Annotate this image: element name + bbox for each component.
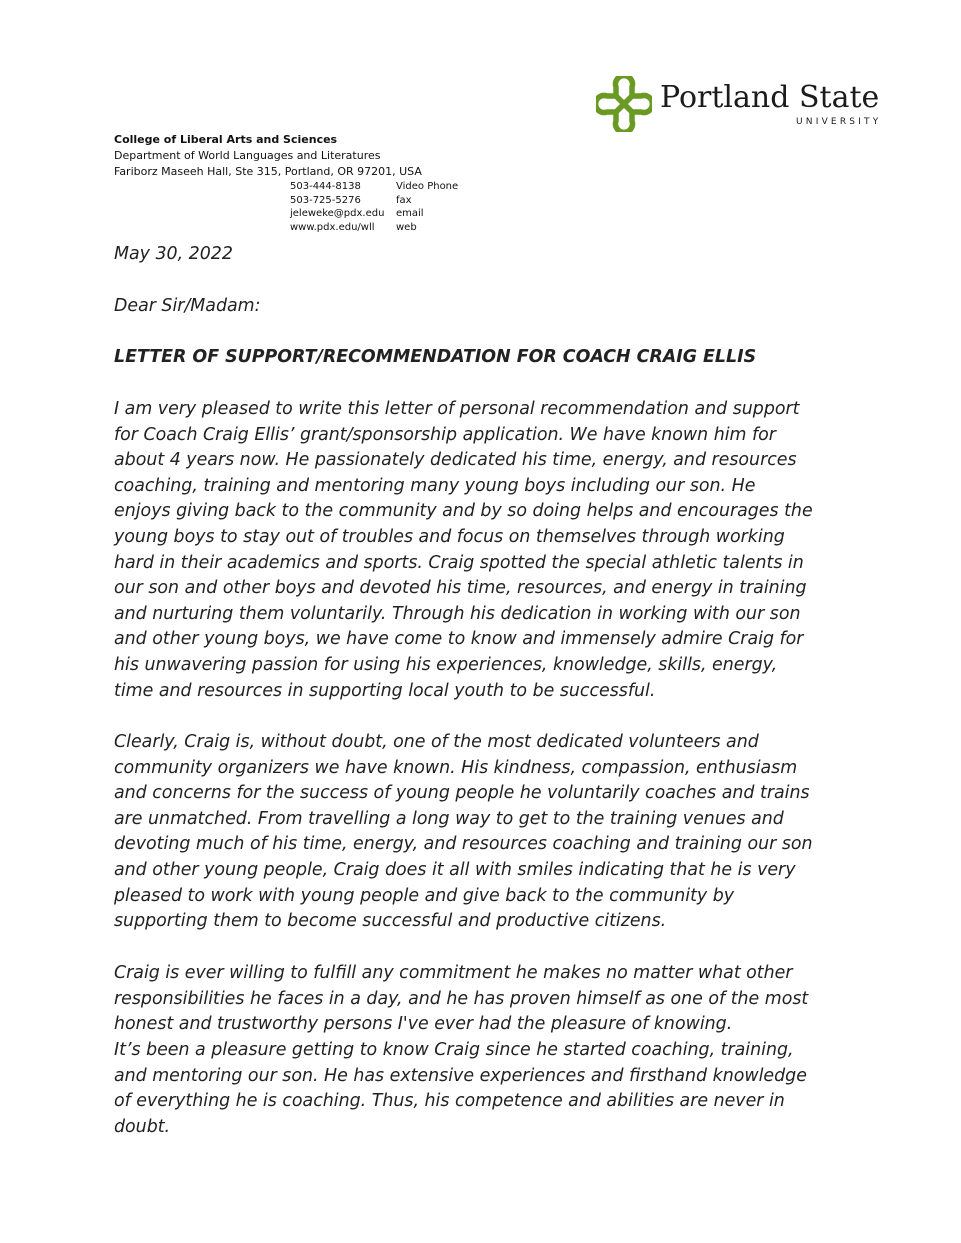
contact-row-fax — [290, 194, 458, 208]
paragraph: Clearly, Craig is, without doubt, one of the most dedicated volunteers and community organizers we have known. His kindness, compassion, enthusiasm and concerns for the success of young people he voluntarily coaches and trains are unmatched. From travelling a long way to get to the training venues and devoting much of his time, energy, and resources coaching and training our son and other young people, Craig does it all with smiles indicating that he is very pleased to work with young people and give back to the community by supporting them to become successful and productive citizens. — [114, 732, 813, 932]
college-name: College of Liberal Arts and Sciences — [114, 133, 338, 146]
contact-type: email — [396, 208, 424, 220]
letter-subject: LETTER OF SUPPORT/RECOMMENDATION FOR COACH CRAIG ELLIS — [114, 347, 757, 367]
letterhead — [114, 132, 422, 180]
contact-value: 503-444-8138 — [290, 181, 361, 192]
address: Fariborz Maseeh Hall, Ste 315, Portland, OR 97201, USA — [114, 165, 422, 178]
contact-value: 503-725-5276 — [290, 194, 361, 206]
logo-subtitle: UNIVERSITY — [796, 117, 882, 127]
contact-list — [290, 180, 458, 234]
contact-row-web — [290, 221, 458, 235]
salutation: Dear Sir/Madam: — [114, 296, 261, 316]
contact-value: www.pdx.edu/wll — [290, 221, 375, 233]
contact-type: fax — [396, 194, 412, 206]
university-logo — [596, 76, 882, 134]
department-name: Department of World Languages and Literatures — [114, 149, 381, 162]
paragraph: It’s been a pleasure getting to know Craig since he started coaching, training, and mentoring our son. He has extensive experiences and firsthand knowledge of everything he is coaching. Thus, his competence and abilities are never in doubt. — [114, 1040, 807, 1137]
letter-date: May 30, 2022 — [114, 244, 233, 264]
contact-value: jeleweke@pdx.edu — [290, 208, 385, 220]
psu-logo-mark-icon — [596, 76, 652, 132]
logo-wordmark: Portland State — [660, 80, 880, 115]
contact-type: web — [396, 221, 417, 233]
paragraph: Craig is ever willing to fulfill any commitment he makes no matter what other responsibilities he faces in a day, and he has proven himself as one of the most honest and trustworthy persons I've ever had the pleasure of knowing. — [114, 963, 809, 1035]
contact-row-email — [290, 207, 458, 221]
paragraph: I am very pleased to write this letter of personal recommendation and support for Coach Craig Ellis’ grant/sponsorship application. We have known him for about 4 years now. He passionately dedicated his time, energy, and resources coaching, training and mentoring many young boys including our son. He enjoys giving back to the community and by so doing helps and encourages the young boys to stay out of troubles and focus on themselves through working hard in their academics and sports. Craig spotted the special athletic talents in our son and other boys and devoted his time, resources, and energy in training and nurturing them voluntarily. Through his dedication in working with our son and other young boys, we have come to know and immensely admire Craig for his unwavering passion for using his experiences, knowledge, skills, energy, time and resources in supporting local youth to be successful. — [114, 399, 813, 701]
contact-type: Video Phone — [396, 181, 459, 192]
contact-row-video-phone — [290, 180, 458, 194]
